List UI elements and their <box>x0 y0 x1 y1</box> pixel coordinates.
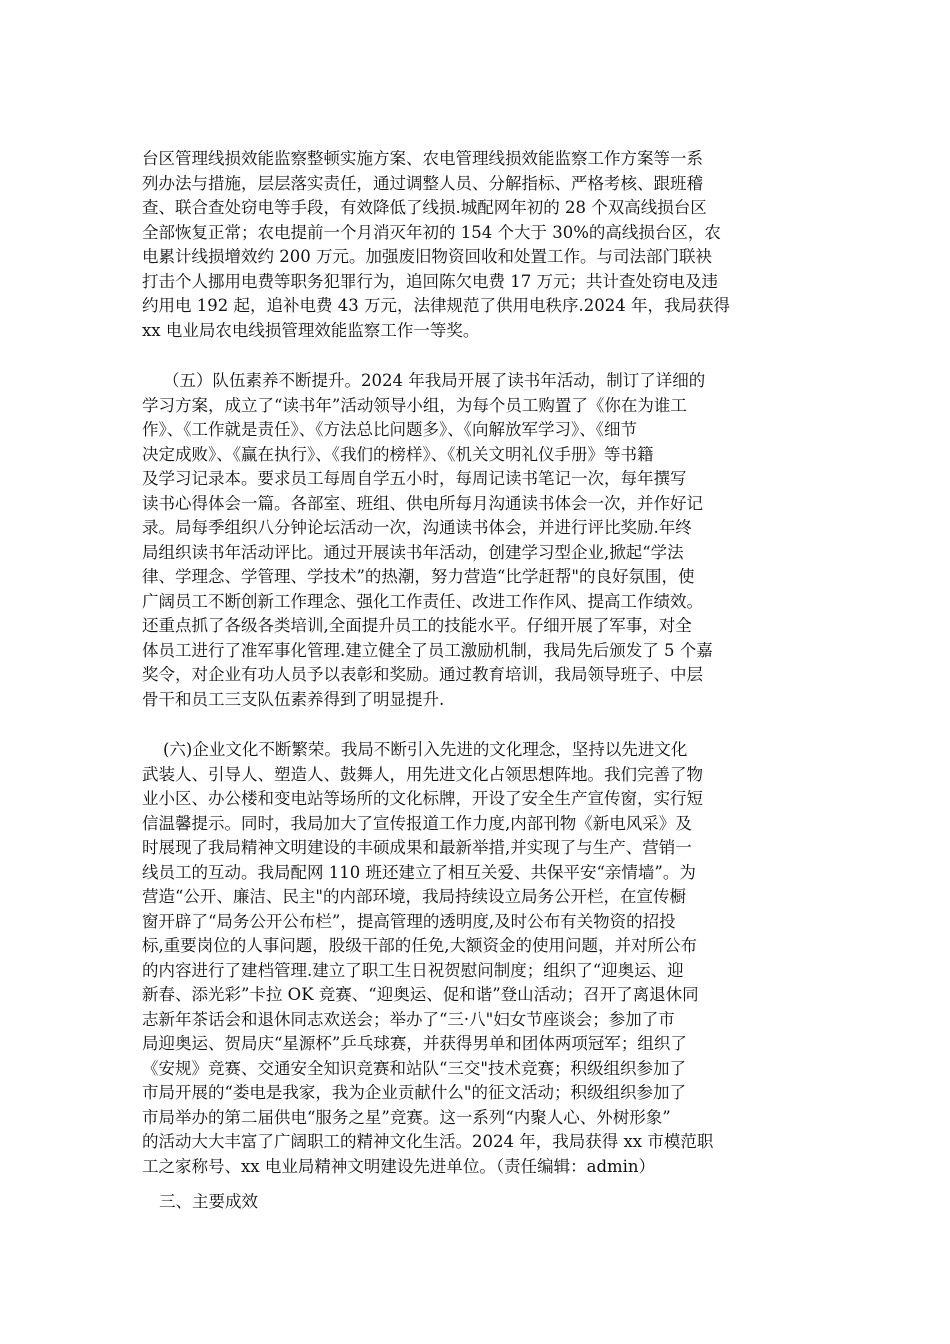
paragraph-line: 电累计线损增效约 200 万元。加强废旧物资回收和处置工作。与司法部门联袂 <box>142 247 712 266</box>
paragraph-line: (六)企业文化不断繁荣。我局不断引入先进的文化理念，坚持以先进文化 <box>142 740 688 759</box>
paragraph-line: 体员工进行了准军事化管理.建立健全了员工激励机制，我局先后颁发了 5 个嘉 <box>142 640 713 660</box>
paragraph-line: 读书心得体会一篇。各部室、班组、供电所每月沟通读书体会一次，并作好记 <box>142 493 703 513</box>
paragraph-line: 作》、《工作就是责任》、《方法总比问题多》、《向解放军学习》、《细节 <box>142 420 637 439</box>
paragraph-line: 窗开辟了“局务公开公布栏”，提高管理的透明度,及时公布有关物资的招投 <box>142 911 676 931</box>
paragraph-line: 新春、添光彩”卡拉 OK 竞赛、“迎奥运、促和谐”登山活动；召开了离退休同 <box>142 985 699 1004</box>
paragraph-line: 业小区、办公楼和变电站等场所的文化标牌，开设了安全生产宣传窗，实行短 <box>142 789 703 808</box>
paragraph-line: xx 电业局农电线损管理效能监察工作一等奖。 <box>142 320 480 340</box>
paragraph-line: 广阔员工不断创新工作理念、强化工作责任、改进工作作风、提高工作绩效。 <box>142 591 703 611</box>
paragraph-line: 市局开展的“娄电是我家，我为企业贡献什么"的征文活动；积级组织参加了 <box>142 1083 687 1102</box>
paragraph-line: 台区管理线损效能监察整顿实施方案、农电管理线损效能监察工作方案等一系 <box>142 149 703 168</box>
paragraph-line-loss <box>142 147 810 343</box>
paragraph-line: 标,重要岗位的人事问题，股级干部的任免,大额资金的使用问题，并对所公布 <box>142 936 697 955</box>
paragraph-line: 局组织读书年活动评比。通过开展读书年活动，创建学习型企业,掀起“学法 <box>142 542 684 562</box>
paragraph-line: 《安规》竞赛、交通安全知识竞赛和站队“三交"技术竞赛；积级组织参加了 <box>142 1058 687 1078</box>
paragraph-line: 信温馨提示。同时，我局加大了宣传报道工作力度,内部刊物《新电风采》及 <box>142 813 692 833</box>
paragraph-line: 查、联合查处窃电等手段，有效降低了线损.城配网年初的 28 个双高线损台区 <box>142 198 707 217</box>
paragraph-line: 及学习记录本。要求员工每周自学五小时，每周记读书笔记一次，每年撰写 <box>142 469 687 488</box>
paragraph-line: 的活动大大丰富了广阔职工的精神文化生活。2024 年，我局获得 xx 市模范职 <box>142 1132 714 1151</box>
paragraph-line: 全部恢复正常；农电提前一个月消灭年初的 154 个大于 30%的高线损台区，农 <box>142 222 721 242</box>
paragraph-line: 营造“公开、廉洁、民主"的内部环境，我局持续设立局务公开栏，在宣传橱 <box>142 887 687 906</box>
paragraph-line: 奖令，对企业有功人员予以表彰和奖励。通过教育培训，我局领导班子、中层 <box>142 665 703 684</box>
paragraph-team-quality <box>142 369 810 712</box>
paragraph-line: 列办法与措施，层层落实责任，通过调整人员、分解指标、严格考核、跟班稽 <box>142 173 703 193</box>
paragraph-line: 志新年茶话会和退休同志欢送会；举办了“三·八"妇女节座谈会；参加了市 <box>142 1009 675 1029</box>
paragraph-line: 市局举办的第二届供电“服务之星”竞赛。这一系列“内聚人心、外树形象” <box>142 1107 671 1127</box>
paragraph-line: 骨干和员工三支队伍素养得到了明显提升. <box>142 689 445 709</box>
paragraph-corporate-culture <box>142 738 810 1179</box>
paragraph-line: 线员工的互动。我局配网 110 班还建立了相互关爱、共保平安“亲情墙”。为 <box>142 862 696 882</box>
paragraph-line: 武装人、引导人、塑造人、鼓舞人，用先进文化占领思想阵地。我们完善了物 <box>142 764 703 784</box>
paragraph-line: 时展现了我局精神文明建设的丰硕成果和最新举措,并实现了与生产、营销一 <box>142 838 692 857</box>
paragraph-line: 工之家称号、xx 电业局精神文明建设先进单位。（责任编辑：admin） <box>142 1156 656 1176</box>
paragraph-line: 局迎奥运、贺局庆“星源杯”乒乓球赛，并获得男单和团体两项冠军；组织了 <box>142 1034 687 1053</box>
section-heading-main-results: 三、主要成效 <box>159 1192 258 1211</box>
paragraph-line: 决定成败》、《赢在执行》、《我们的榜样》、《机关文明礼仪手册》等书籍 <box>142 444 654 464</box>
paragraph-line: 约用电 192 起，追补电费 43 万元，法律规范了供用电秩序.2024 年，我局获得 <box>142 296 730 315</box>
paragraph-line: 录。局每季组织八分钟论坛活动一次，沟通读书体会，并进行评比奖励.年终 <box>142 518 692 537</box>
paragraph-line: 的内容进行了建档管理.建立了职工生日祝贺慰问制度；组织了“迎奥运、迎 <box>142 960 684 980</box>
paragraph-line: 律、学理念、学管理、学技术”的热潮，努力营造“比学赶帮"的良好氛围，使 <box>142 567 695 586</box>
paragraph-line: 学习方案，成立了“读书年”活动领导小组，为每个员工购置了《你在为谁工 <box>142 395 687 415</box>
paragraph-line: （五）队伍素养不断提升。2024 年我局开展了读书年活动，制订了详细的 <box>142 371 706 390</box>
paragraph-line: 还重点抓了各级各类培训,全面提升员工的技能水平。仔细开展了军事，对全 <box>142 616 692 635</box>
paragraph-line: 打击个人挪用电费等职务犯罪行为，追回陈欠电费 17 万元；共计查处窃电及违 <box>142 271 718 291</box>
